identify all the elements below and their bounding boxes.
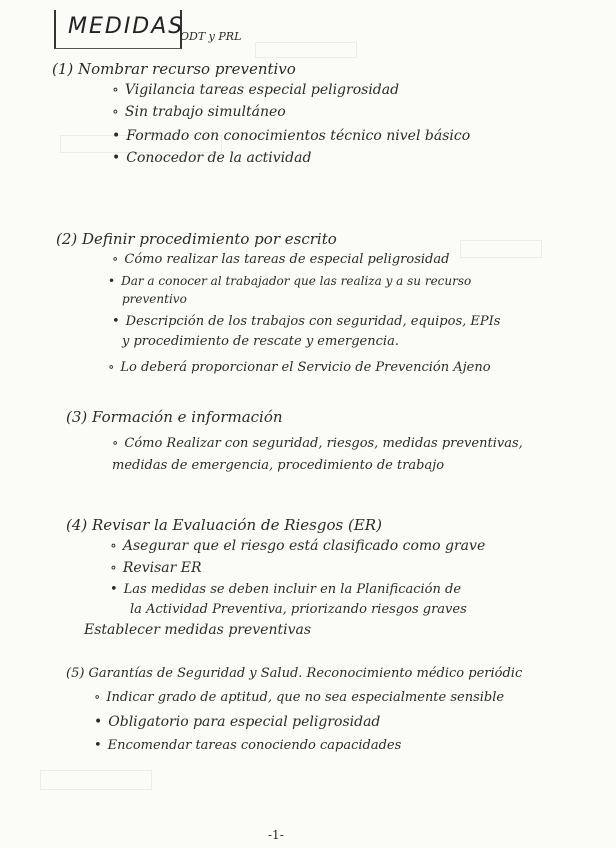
list-item: • Descripción de los trabajos con seguridad, equipos, EPIs [112,314,500,329]
list-item-continuation: la Actividad Preventiva, priorizando riesgos graves [130,602,467,617]
list-item: • Las medidas se deben incluir en la Planificación de [110,582,461,597]
list-item: Establecer medidas preventivas [84,622,312,638]
list-item: • Obligatorio para especial peligrosidad [94,714,380,730]
list-item: ∘ Asegurar que el riesgo está clasificado como grave [110,538,485,554]
list-item: ∘ Indicar grado de aptitud, que no sea especialmente sensible [94,690,504,705]
bleed-through-box [40,770,152,790]
page-number: -1- [268,828,284,842]
bleed-through-box [460,240,542,258]
list-item: • Formado con conocimientos técnico nivel básico [112,128,470,144]
list-item: ∘ Sin trabajo simultáneo [112,104,286,120]
page-title: MEDIDAS [68,14,185,39]
list-item: • Dar a conocer al trabajador que las realiza y a su recurso [108,274,471,288]
section-heading: (2) Definir procedimiento por escrito [56,230,337,248]
bleed-through-box [255,42,357,58]
list-item: • Conocedor de la actividad [112,150,311,166]
list-item: ∘ Revisar ER [110,560,202,576]
list-item: • Encomendar tareas conociendo capacidades [94,738,401,753]
section-heading: (4) Revisar la Evaluación de Riesgos (ER) [66,516,382,534]
list-item-continuation: medidas de emergencia, procedimiento de trabajo [112,458,445,473]
list-item: ∘ Cómo realizar las tareas de especial peligrosidad [112,252,449,267]
list-item: ∘ Lo deberá proporcionar el Servicio de Prevención Ajeno [108,360,491,375]
list-item-continuation: preventivo [122,292,187,306]
section-heading: (5) Garantías de Seguridad y Salud. Reconocimiento médico periódic [66,666,523,681]
section-heading: (3) Formación e información [66,408,283,426]
list-item-continuation: y procedimiento de rescate y emergencia. [122,334,399,349]
list-item: ∘ Cómo Realizar con seguridad, riesgos, medidas preventivas, [112,436,523,451]
section-heading: (1) Nombrar recurso preventivo [52,60,296,78]
list-item: ∘ Vigilancia tareas especial peligrosidad [112,82,399,98]
page-subtitle: ODT y PRL [180,30,242,43]
